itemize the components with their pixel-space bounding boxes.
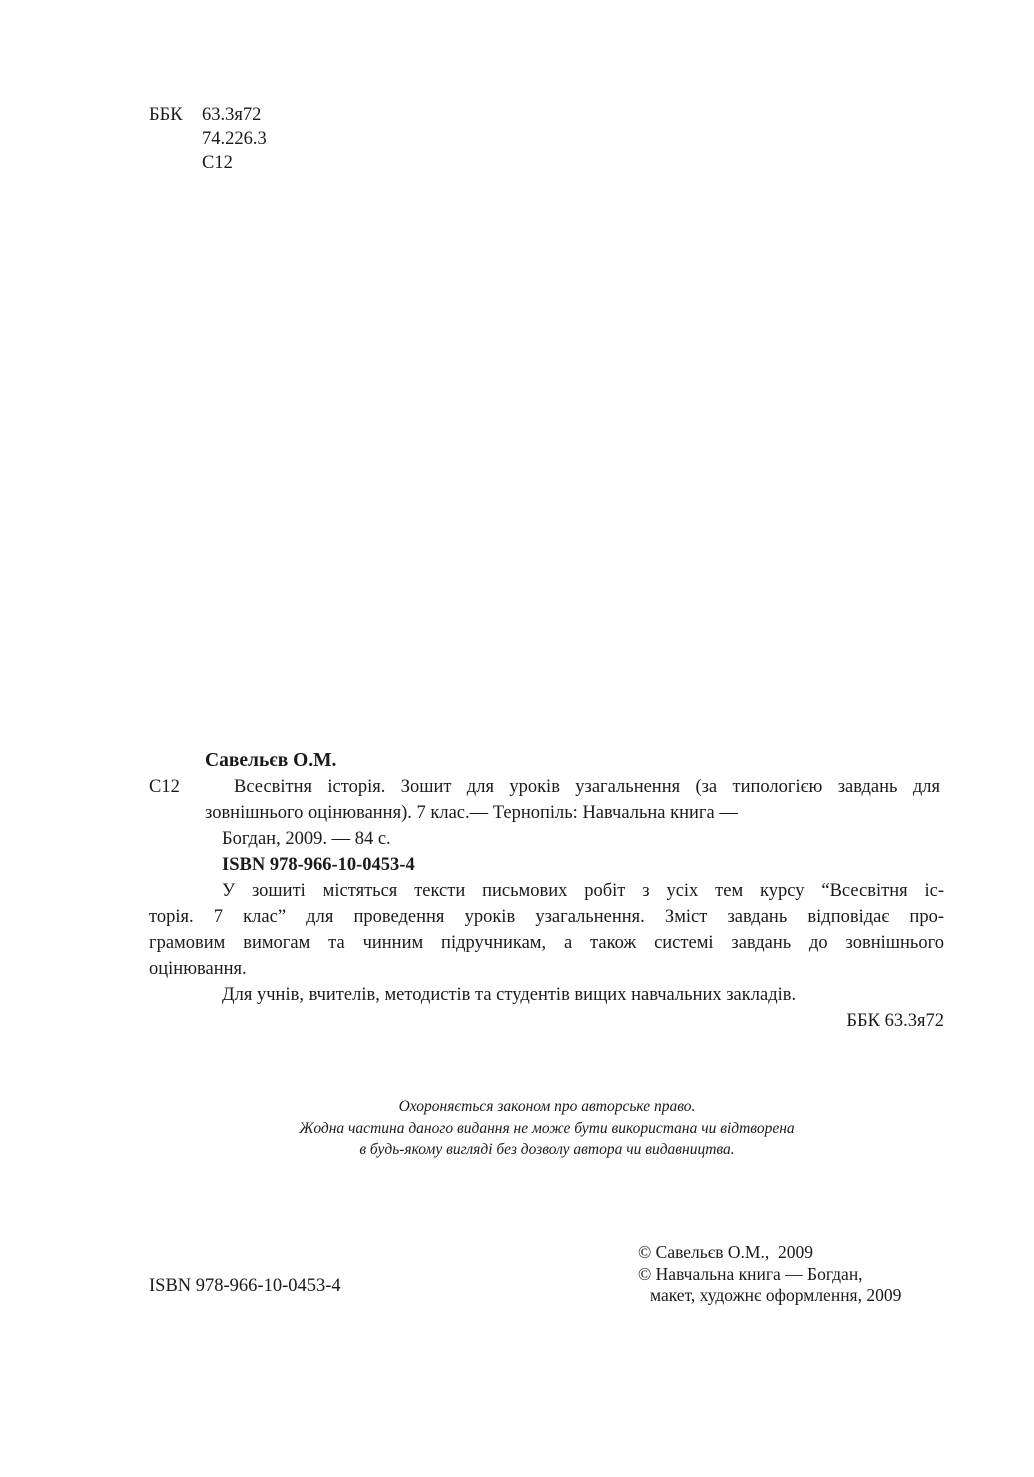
notice-line: Жодна частина даного видання не може бути використана чи відтворена — [299, 1119, 795, 1137]
notice-line: Охороняється законом про авторське право. — [398, 1098, 696, 1115]
description-line: оцінювання. — [149, 959, 247, 979]
isbn-footer: ISBN 978-966-10-0453-4 — [149, 1276, 341, 1296]
title-line: Богдан, 2009. — 84 с. — [222, 829, 391, 849]
description-line: грамовим вимогам та чинним підручникам, а також системі завдань до зовнішнього — [149, 933, 944, 953]
author-name: Савельєв О.М. — [205, 750, 337, 771]
copyright-notice — [200, 1096, 894, 1161]
copyright-line: макет, художнє оформлення, 2009 — [650, 1285, 902, 1305]
copyright-line: © Савельєв О.М., 2009 — [638, 1242, 813, 1262]
bbk-footer: ББК 63.3я72 — [846, 1011, 944, 1031]
author-mark-code: С12 — [202, 153, 233, 173]
title-line: Всесвітня історія. Зошит для уроків узагальнення (за типологією завдань для — [234, 777, 940, 797]
copyright-block — [638, 1242, 901, 1307]
udc-code: 74.226.3 — [202, 129, 267, 149]
bibliographic-annotation — [149, 748, 946, 1034]
bbk-label: ББК — [149, 105, 183, 125]
audience-line: Для учнів, вчителів, методистів та студентів вищих навчальних закладів. — [222, 985, 797, 1005]
bbk-code: 63.3я72 — [202, 105, 262, 125]
notice-line: в будь-якому вигляді без дозволу автора чи видавництва. — [359, 1141, 735, 1158]
copyright-line: © Навчальна книга — Богдан, — [638, 1263, 863, 1284]
author-mark: С12 — [149, 777, 180, 797]
isbn-line: ISBN 978-966-10-0453-4 — [222, 855, 415, 875]
title-line: зовнішнього оцінювання). 7 клас.— Тернопіль: Навчальна книга — — [205, 803, 738, 823]
description-line: У зошиті містяться тексти письмових робіт з усіх тем курсу “Всесвітня іс- — [222, 881, 944, 901]
description-line: торія. 7 клас” для проведення уроків узагальнення. Зміст завдань відповідає про- — [149, 907, 944, 927]
